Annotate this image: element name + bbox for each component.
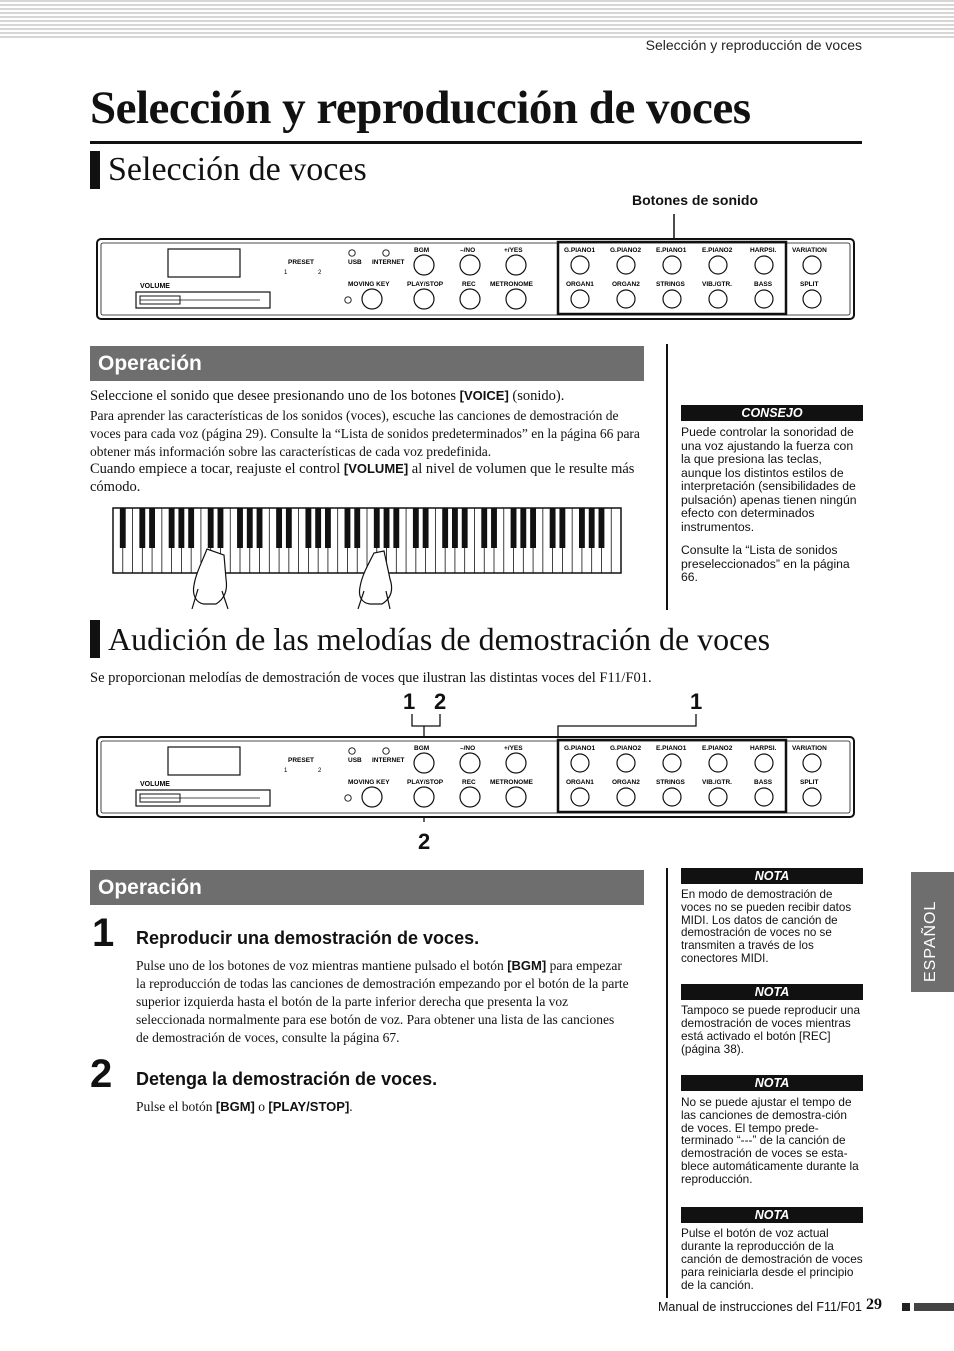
- svg-text:INTERNET: INTERNET: [372, 757, 405, 764]
- sidebar-rule-1: [666, 344, 668, 610]
- svg-text:BASS: BASS: [754, 281, 773, 288]
- svg-text:VARIATION: VARIATION: [792, 247, 827, 254]
- step-2-text: Pulse el botón [BGM] o [PLAY/STOP].: [136, 1099, 353, 1114]
- paragraph-select-voice: Seleccione el sonido que desee presionando uno de los botones [VOICE] (sonido).: [90, 388, 565, 404]
- svg-text:E.PIANO1: E.PIANO1: [656, 247, 687, 254]
- svg-text:REC: REC: [462, 281, 476, 288]
- svg-text:+/YES: +/YES: [504, 745, 523, 752]
- svg-text:USB: USB: [348, 757, 362, 764]
- svg-text:HARPSI.: HARPSI.: [750, 745, 777, 752]
- sidebar-rule-2: [666, 868, 668, 1298]
- svg-text:PRESET: PRESET: [288, 259, 315, 266]
- svg-text:SPLIT: SPLIT: [800, 281, 819, 288]
- callout-leader: [412, 714, 440, 726]
- note-heading-4: NOTA: [681, 1207, 863, 1223]
- svg-text:ORGAN1: ORGAN1: [566, 779, 594, 786]
- panel-callout-label: Botones de sonido: [632, 192, 758, 208]
- running-head: Selección y reproducción de voces: [645, 37, 862, 53]
- svg-text:G.PIANO2: G.PIANO2: [610, 247, 642, 254]
- tip-text-2: Consulte la “Lista de sonidos preseleccionados” en la página 66.: [681, 543, 850, 584]
- step-2-number: 2: [90, 1052, 113, 1096]
- operation-heading-2: Operación: [90, 870, 644, 905]
- step-1-title: Reproducir una demostración de voces.: [136, 928, 480, 948]
- section-bar: [90, 620, 100, 658]
- svg-text:VOLUME: VOLUME: [140, 781, 170, 788]
- svg-text:E.PIANO1: E.PIANO1: [656, 745, 687, 752]
- svg-text:METRONOME: METRONOME: [490, 779, 533, 786]
- svg-text:PRESET: PRESET: [288, 757, 315, 764]
- svg-text:VIB./GTR.: VIB./GTR.: [702, 779, 732, 786]
- svg-text:BGM: BGM: [414, 745, 430, 752]
- note-text-1: En modo de demostración de voces no se pueden recibir datos MIDI. Los datos de canción de demostración de voces no se transmiten a través de los conectores MIDI.: [681, 888, 852, 965]
- tip-heading: CONSEJO: [681, 405, 863, 421]
- display-screen: [168, 249, 240, 277]
- callout-2-bgm: 2: [434, 689, 447, 714]
- callout-1-bgm: 1: [403, 689, 416, 714]
- svg-text:–/NO: –/NO: [460, 745, 476, 752]
- note-heading-2: NOTA: [681, 984, 863, 1000]
- note-text-4: Pulse el botón de voz actual durante la reproducción de la canción de demostración de voces para reiniciarla desde el principio de la canción.: [681, 1226, 863, 1292]
- keyboard-illustration: [112, 507, 624, 609]
- chapter-title: Selección y reproducción de voces: [90, 82, 751, 134]
- paragraph-voice-characteristics: Para aprender las características de los sonidos (voces), escuche las canciones de demostración de voces para cada voz (página 29). Consulte la “Lista de sonidos predeterminados” en la página 66 para obtener más información sobre las características de cada voz predefinida.: [90, 408, 640, 459]
- note-heading-1: NOTA: [681, 868, 863, 884]
- control-panel-diagram-2: [96, 710, 858, 822]
- page-number: 29: [866, 1296, 882, 1313]
- play-stop-button: [414, 289, 434, 309]
- control-panel-diagram-1: [96, 212, 858, 322]
- callout-1-voices: 1: [690, 689, 703, 714]
- tip-text-1: Puede controlar la sonoridad de una voz ajustando la fuerza con la que presiona las teclas, aunque los distintos estilos de interpretación (sensibilidades de pulsación) apenas tienen ningún efecto con determinados instrumentos.: [681, 425, 857, 534]
- svg-text:VARIATION: VARIATION: [792, 745, 827, 752]
- svg-text:VIB./GTR.: VIB./GTR.: [702, 281, 732, 288]
- svg-text:STRINGS: STRINGS: [656, 281, 685, 288]
- chapter-rule: [90, 141, 862, 144]
- svg-text:G.PIANO1: G.PIANO1: [564, 745, 596, 752]
- svg-text:1: 1: [284, 270, 288, 276]
- note-text-2: Tampoco se puede reproducir una demostración de voces mientras está activado el botón [REC] (página 38).: [681, 1003, 861, 1056]
- svg-text:ORGAN2: ORGAN2: [612, 779, 640, 786]
- svg-text:HARPSI.: HARPSI.: [750, 247, 777, 254]
- paragraph-volume: Cuando empiece a tocar, reajuste el control [VOLUME] al nivel de volumen que le resulte más cómodo.: [90, 461, 635, 495]
- footer-manual-title: Manual de instrucciones del F11/F01: [657, 1300, 862, 1314]
- step-1-number: 1: [92, 911, 115, 955]
- svg-text:MOVING KEY: MOVING KEY: [348, 281, 390, 288]
- svg-text:E.PIANO2: E.PIANO2: [702, 247, 733, 254]
- volume-label: VOLUME: [140, 283, 170, 290]
- svg-text:REC: REC: [462, 779, 476, 786]
- svg-text:PLAY/STOP: PLAY/STOP: [407, 779, 444, 786]
- bgm-button: [414, 255, 434, 275]
- svg-text:PLAY/STOP: PLAY/STOP: [407, 281, 444, 288]
- callout-2-playstop: 2: [418, 829, 431, 854]
- section-bar: [90, 151, 100, 189]
- language-tab-label: ESPAÑOL: [922, 900, 939, 982]
- page-marker: [902, 1303, 910, 1311]
- svg-text:G.PIANO2: G.PIANO2: [610, 745, 642, 752]
- svg-text:G.PIANO1: G.PIANO1: [564, 247, 596, 254]
- header-stripes: [0, 0, 954, 40]
- svg-text:USB: USB: [348, 259, 362, 266]
- step-2-title: Detenga la demostración de voces.: [136, 1069, 438, 1089]
- svg-text:2: 2: [318, 270, 322, 276]
- svg-text:E.PIANO2: E.PIANO2: [702, 745, 733, 752]
- step-1-text: Pulse uno de los botones de voz mientras mantiene pulsado el botón [BGM] para empezar la reproducción de todas las canciones de demostración empezando por el botón de la parte superior izquierda hasta el botón de la parte inferior derecha que presenta la voz seleccionada normalmente para ese botón de voz. Para obtener una lista de las canciones de demostración de voces, consulte la página 67.: [136, 958, 629, 1045]
- note-text-3: No se puede ajustar el tempo de las canciones de demostra-ción de voces. El tempo prede-terminado “---” de la canción de demostración de voces se esta-blece automáticamente durante la reproducción.: [681, 1095, 859, 1186]
- svg-text:SPLIT: SPLIT: [800, 779, 819, 786]
- operation-heading-1: Operación: [90, 346, 644, 381]
- svg-text:–/NO: –/NO: [460, 247, 476, 254]
- svg-text:ORGAN1: ORGAN1: [566, 281, 594, 288]
- language-tab: [911, 872, 954, 992]
- svg-text:BGM: BGM: [414, 247, 430, 254]
- svg-text:INTERNET: INTERNET: [372, 259, 405, 266]
- svg-text:1: 1: [284, 768, 288, 774]
- svg-text:STRINGS: STRINGS: [656, 779, 685, 786]
- svg-text:METRONOME: METRONOME: [490, 281, 533, 288]
- page-marker-bar: [914, 1303, 954, 1311]
- paragraph-demo-intro: Se proporcionan melodías de demostración de voces que ilustran las distintas voces del F11/F01.: [90, 670, 652, 686]
- section-title-voice-selection: Selección de voces: [108, 151, 367, 188]
- note-heading-3: NOTA: [681, 1075, 863, 1091]
- svg-text:MOVING KEY: MOVING KEY: [348, 779, 390, 786]
- section-title-demo: Audición de las melodías de demostración de voces: [108, 621, 771, 657]
- svg-text:BASS: BASS: [754, 779, 773, 786]
- svg-text:2: 2: [318, 768, 322, 774]
- svg-text:+/YES: +/YES: [504, 247, 523, 254]
- svg-text:ORGAN2: ORGAN2: [612, 281, 640, 288]
